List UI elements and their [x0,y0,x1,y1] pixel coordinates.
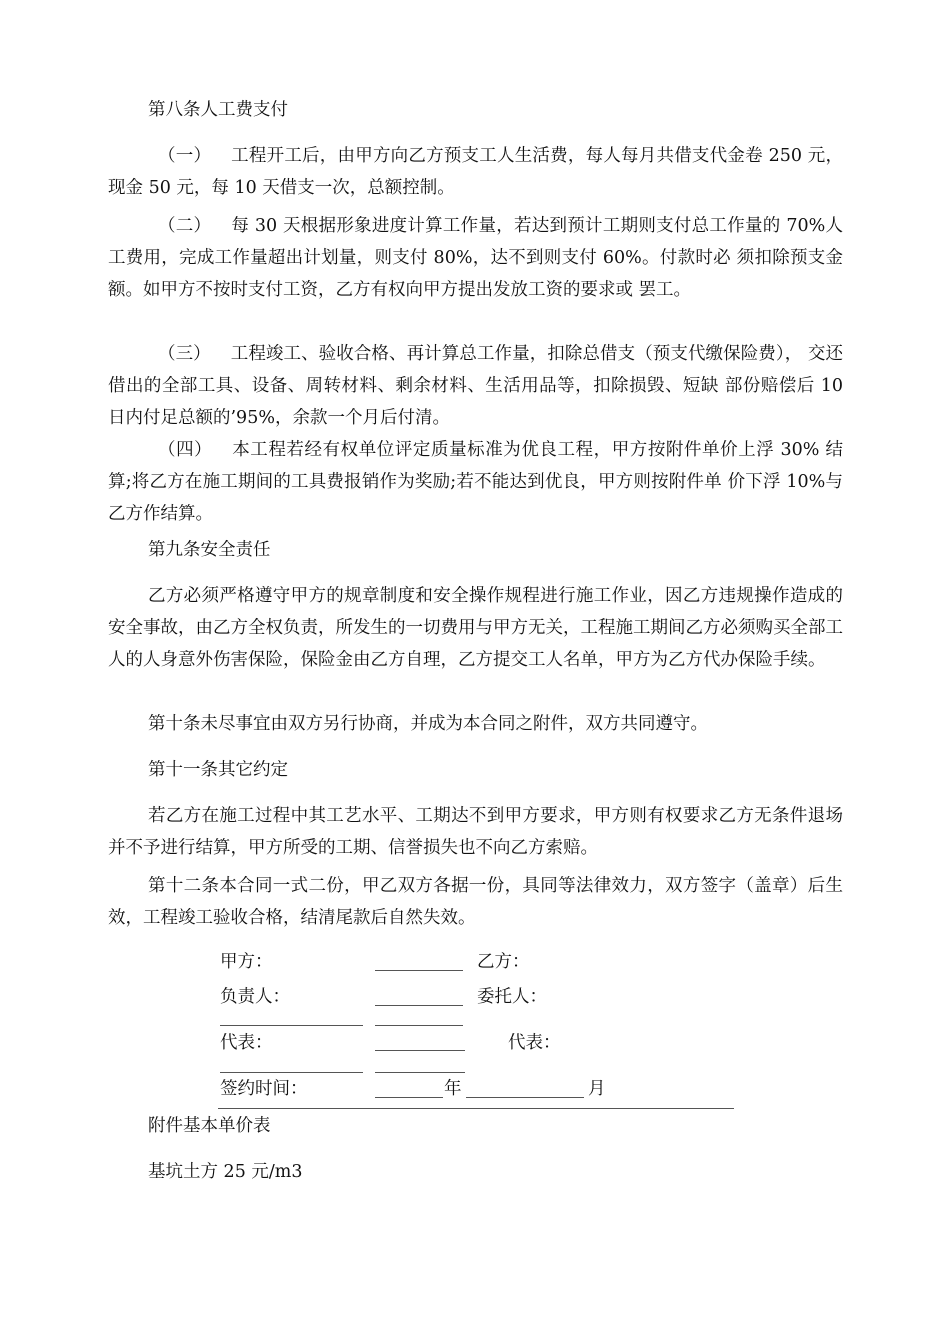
article-11-title: 第十一条其它约定 [148,760,288,780]
party-b-label: 乙方： [477,952,530,972]
agent-label: 委托人： [477,987,547,1007]
rep-left-label: 代表： [220,1033,273,1053]
party-a-blank [375,970,463,971]
article-8-item-3 [108,338,843,434]
rep-left-bottom-line [220,1072,363,1073]
article-8-item-2 [108,210,843,306]
article-12-text: 第十二条本合同一式二份，甲乙双方各据一份，具同等法律效力，双方签字（盖章）后生效，工程竣工验收合格，结清尾款后自然失效。 [108,876,843,928]
item-4-text: 本工程若经有权单位评定质量标准为优良工程，甲方按附件单价上浮 30% 结算;将乙方在施工期间的工具费报销作为奖励;若不能达到优良，甲方则按附件单 价下浮 10%与乙方作结算。 [108,440,843,524]
attachment-item: 基坑土方 25 元/m3 [148,1162,303,1182]
item-4-prefix: （四） [158,440,213,460]
person-in-charge-label: 负责人： [220,987,290,1007]
item-2-text: 每 30 天根据形象进度计算工作量，若达到预计工期则支付总工作量的 70%人工费用，完成工作量超出计划量，则支付 80%，达不到则支付 60%。付款时必 须扣除预支金额。如甲方不按时支付工资，乙方有权向甲方提出发放工资的要求或 罢工。 [108,216,844,300]
article-9-text: 乙方必须严格遵守甲方的规章制度和安全操作规程进行施工作业，因乙方违规操作造成的安全事故，由乙方全权负责，所发生的一切费用与甲方无关，工程施工期间乙方必须购买全部工人的人身意外伤害保险，保险金由乙方自理，乙方提交工人名单，甲方为乙方代办保险手续。 [108,586,843,670]
article-8-item-4 [108,434,843,530]
article-8-title: 第八条人工费支付 [148,100,288,120]
sign-time-label: 签约时间： [220,1079,308,1099]
person-in-charge-blank [375,1005,463,1006]
item-1-prefix: （一） [158,146,212,166]
item-1-text: 工程开工后，由甲方向乙方预支工人生活费，每人每月共借支代金卷 250 元，现金 50 元，每 10 天借支一次，总额控制。 [108,146,844,198]
rep-right-label: 代表： [508,1033,561,1053]
month-label: 月 [588,1079,606,1099]
signature-bottom-rule [218,1108,734,1109]
item-3-prefix: （三） [158,344,211,364]
year-label: 年 [444,1079,462,1099]
rep-left-top-line [220,1025,363,1026]
rep-mid-bottom-line [375,1072,465,1073]
month-blank [466,1097,584,1098]
party-a-label: 甲方： [220,952,273,972]
article-9-title: 第九条安全责任 [148,540,271,560]
article-10-text: 第十条未尽事宜由双方另行协商，并成为本合同之附件，双方共同遵守。 [148,714,708,734]
year-blank [375,1097,443,1098]
rep-mid-top-line [375,1025,463,1026]
item-2-prefix: （二） [158,216,212,236]
attachment-title: 附件基本单价表 [148,1116,271,1136]
item-3-text: 工程竣工、验收合格、再计算总工作量，扣除总借支（预支代缴保险费）， 交还借出的全部工具、设备、周转材料、剩余材料、生活用品等，扣除损毁、短缺 部份赔偿后 10 日内付足总额的’95%，余款一个月后付清。 [108,344,844,428]
rep-left-blank [375,1050,465,1051]
article-11-text: 若乙方在施工过程中其工艺水平、工期达不到甲方要求，甲方则有权要求乙方无条件退场并不予进行结算，甲方所受的工期、信誉损失也不向乙方索赔。 [108,806,843,858]
article-8-item-1 [108,140,843,204]
